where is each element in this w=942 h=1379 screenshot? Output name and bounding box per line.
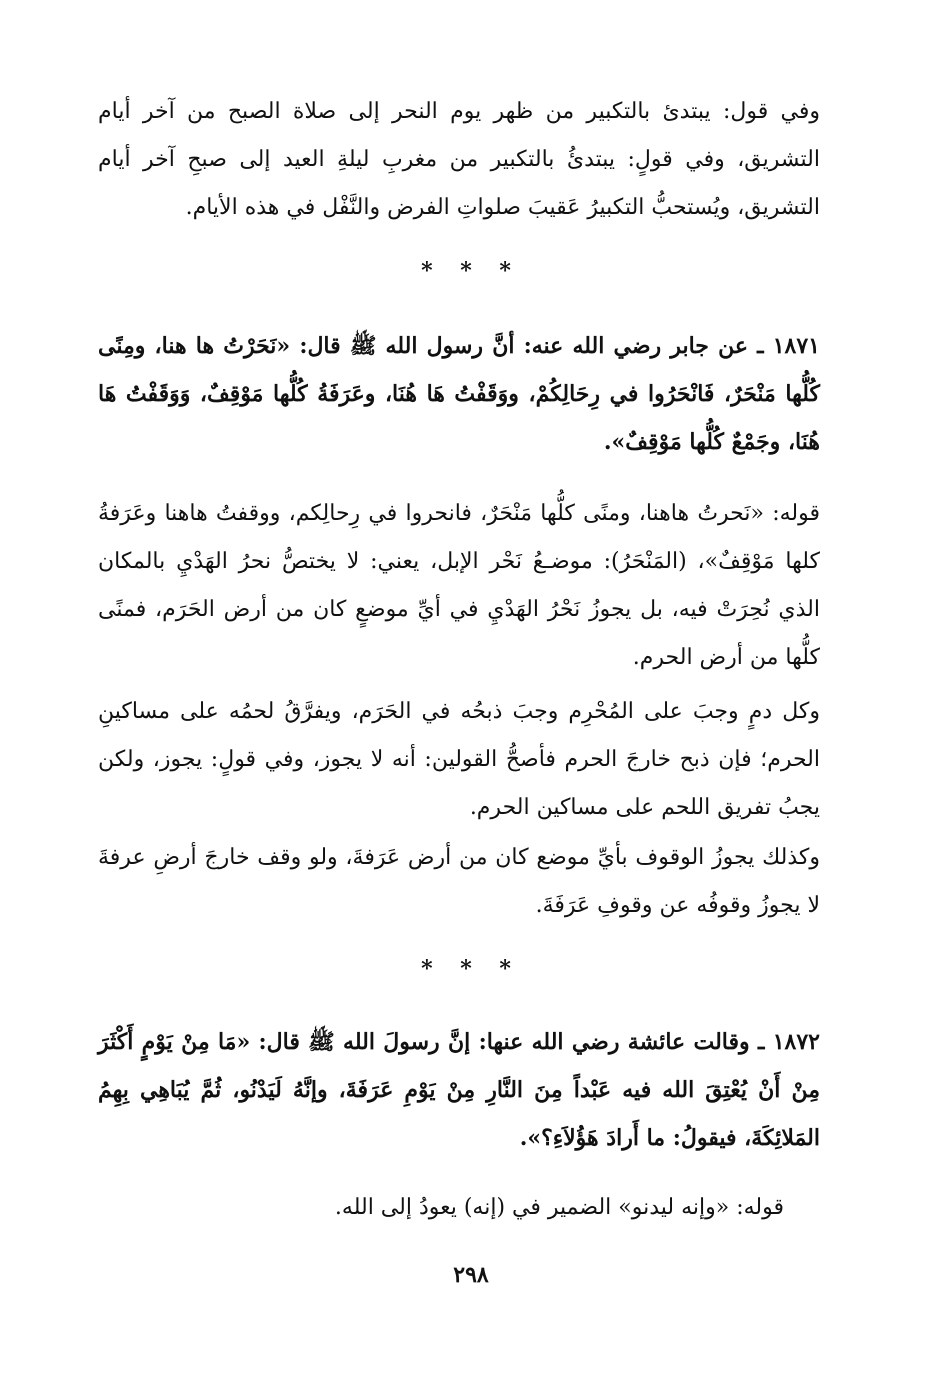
section-separator: * * * <box>421 258 521 284</box>
hadith-1872: ١٨٧٢ ـ وقالت عائشة رضي الله عنها: إنَّ رسولَ الله ﷺ قال: «مَا مِنْ يَوْمٍ أَكْثَرَ مِنْ أَنْ يُعْتِقَ الله فيه عَبْداً مِنَ النَّارِ مِنْ يَوْمِ عَرَفَةَ، وإنَّهُ لَيَدْنُو، ثُمَّ يُبَاهِي بِهِمُ المَلائِكَةَ، فيقولُ: ما أَرادَ هَؤُلاَءِ؟». <box>98 1029 820 1151</box>
paragraph-takbir: وفي قول: يبتدئ بالتكبير من ظهر يوم النحر إلى صلاة الصبح من آخر أيام التشريق، وفي قولٍ: يبتدئُ بالتكبير من مغربِ ليلةِ العيد إلى صبحِ آخر أيام التشريق، ويُستحبُّ التكبيرُ عَقيبَ صلواتِ الفرض والنَّفْل في هذه الأيام. <box>98 99 820 220</box>
page-number: ٢٩٨ <box>453 1262 489 1288</box>
paragraph-dam-haram: وكل دمٍ وجبَ على المُحْرِم وجبَ ذبحُه في الحَرَم، ويفرَّقُ لحمُه على مساكينِ الحرم؛ فإن ذبح خارجَ الحرم فأصحُّ القولين: أنه لا يجوز، وفي قولٍ: يجوز، ولكن يجبُ تفريق اللحم على مساكين الحرم. <box>98 699 820 820</box>
hadith-1871: ١٨٧١ ـ عن جابر رضي الله عنه: أنَّ رسول الله ﷺ قال: «نَحَرْتُ ها هنا، ومِنًى كُلُّها مَنْحَرٌ، فَانْحَرُوا في رِحَالِكُمْ، ووَقَفْتُ هَا هُنَا، وعَرَفَةُ كُلُّها مَوْقِفٌ، وَوَقَفْتُ هَا هُنَا، وجَمْعٌ كُلُّها مَوْقِفٌ». <box>98 333 820 455</box>
section-separator: * * * <box>421 956 521 982</box>
commentary-yadnu: قوله: «وإنه ليدنو» الضمير في (إنه) يعودُ إلى الله. <box>334 1195 784 1220</box>
paragraph-wuquf-arafah: وكذلك يجوزُ الوقوف بأيِّ موضع كان من أرض عَرَفةَ، ولو وقف خارجَ أرضِ عرفةَ لا يجوزُ وقوفُه عن وقوفِ عَرَفَةَ. <box>98 845 820 918</box>
commentary-manhar: قوله: «نَحرتُ هاهنا، ومنًى كلُّها مَنْحَرٌ، فانحروا في رِحالِكم، ووقفتُ هاهنا وعَرَفةُ كلها مَوْقِفٌ»، (المَنْحَرُ): موضـعُ نَحْر الإبل، يعني: لا يختصُّ نحرُ الهَدْيِ بالمكان الذي نُحِرَتْ فيه، بل يجوزُ نَحْرُ الهَدْيِ في أيِّ موضعٍ كان من أرض الحَرَم، فمنًى كلُّها من أرض الحرم. <box>98 501 820 670</box>
